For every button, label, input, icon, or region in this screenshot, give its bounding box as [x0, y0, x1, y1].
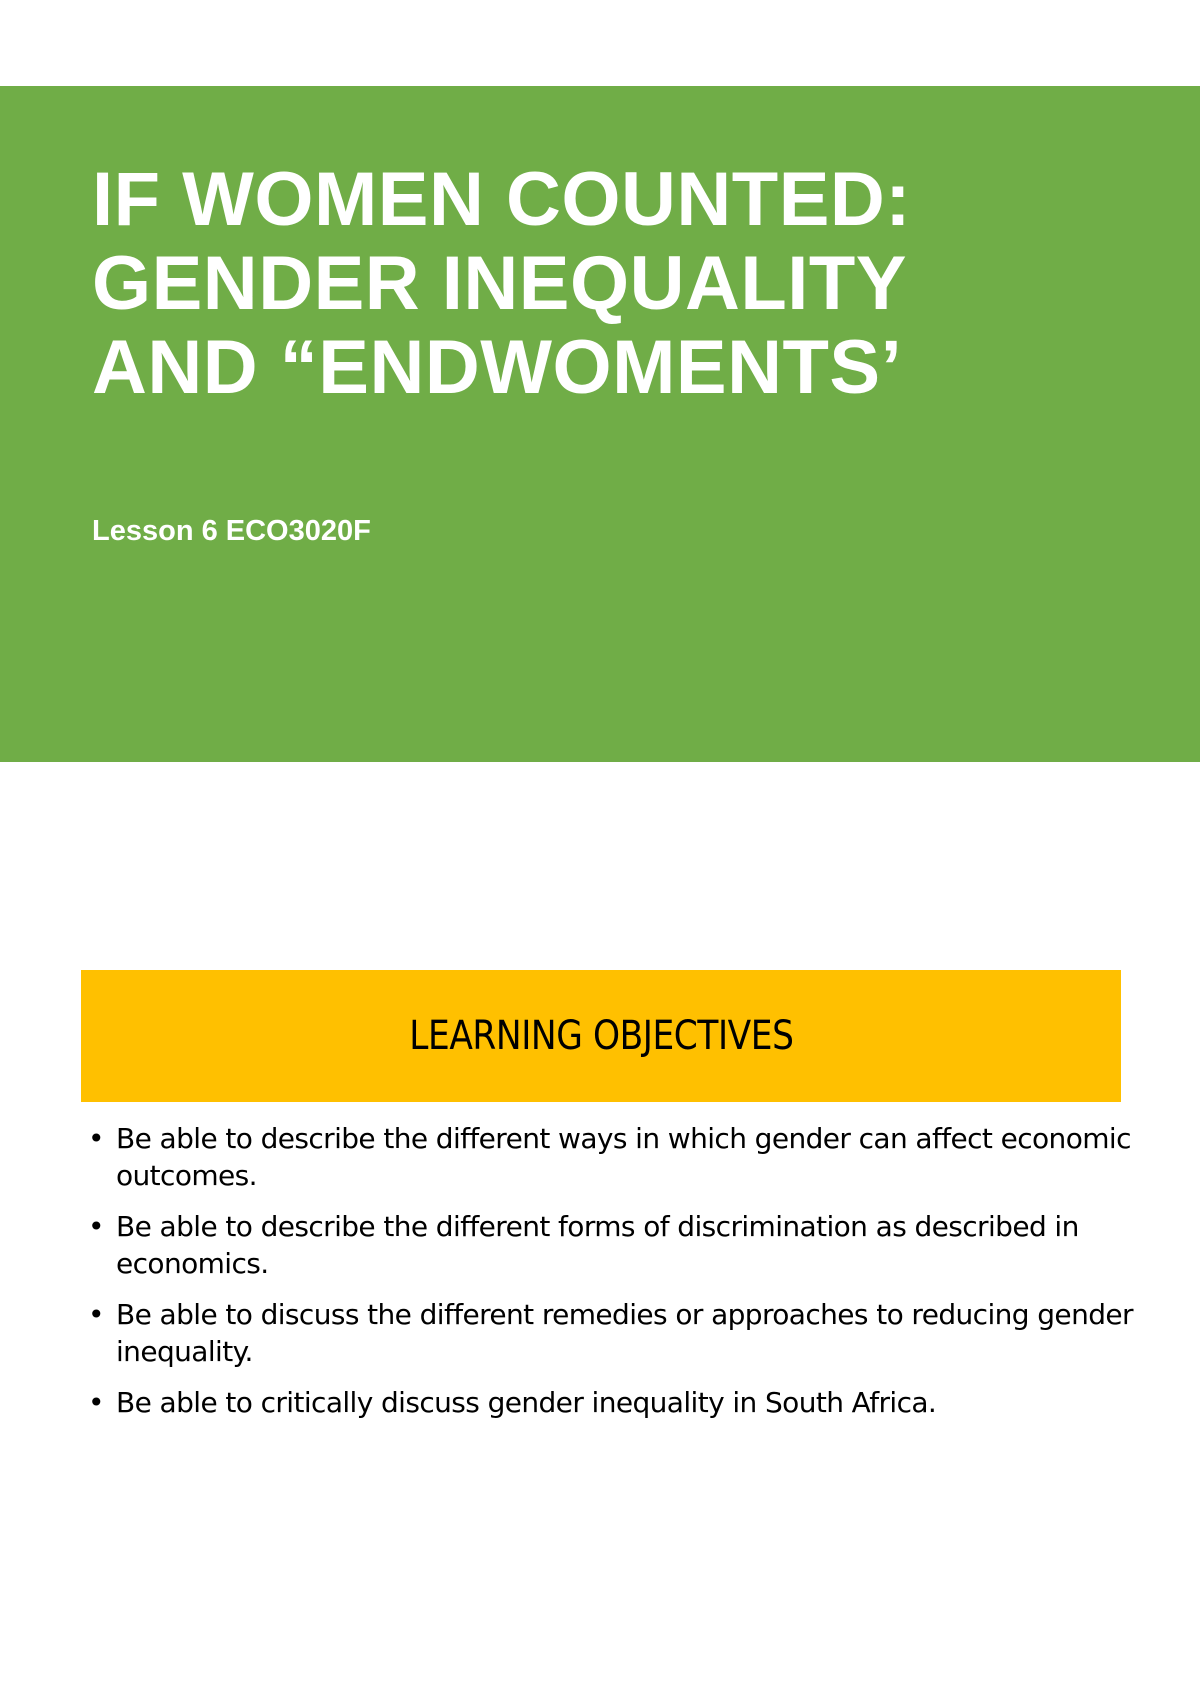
slide-title-line: GENDER INEQUALITY — [92, 241, 907, 326]
list-item — [88, 1296, 1148, 1370]
objective-text: Be able to describe the different forms of discrimination as described in economics. — [116, 1210, 1079, 1280]
slide-subtitle: Lesson 6 ECO3020F — [92, 515, 371, 547]
objective-text: Be able to describe the different ways in which gender can affect economic outcomes. — [116, 1122, 1131, 1192]
slide-title-line: IF WOMEN COUNTED: — [92, 157, 912, 242]
title-slide — [0, 86, 1200, 762]
bullet-icon: • — [88, 1298, 104, 1331]
objective-text: Be able to discuss the different remedies or approaches to reducing gender inequality. — [116, 1298, 1133, 1368]
objectives-heading: LEARNING OBJECTIVES — [408, 1013, 794, 1059]
objective-text: Be able to critically discuss gender inequality in South Africa. — [116, 1386, 937, 1419]
slide-title-line: AND “ENDWOMENTS’ — [92, 325, 903, 410]
list-item — [88, 1120, 1148, 1194]
list-item — [88, 1384, 1148, 1421]
bullet-icon: • — [88, 1210, 104, 1243]
objectives-list — [88, 1120, 1148, 1435]
list-item — [88, 1208, 1148, 1282]
objectives-header — [81, 970, 1121, 1102]
bullet-icon: • — [88, 1386, 104, 1419]
bullet-icon: • — [88, 1122, 104, 1155]
slide-title — [92, 158, 1152, 410]
objectives-slide — [0, 880, 1200, 1440]
